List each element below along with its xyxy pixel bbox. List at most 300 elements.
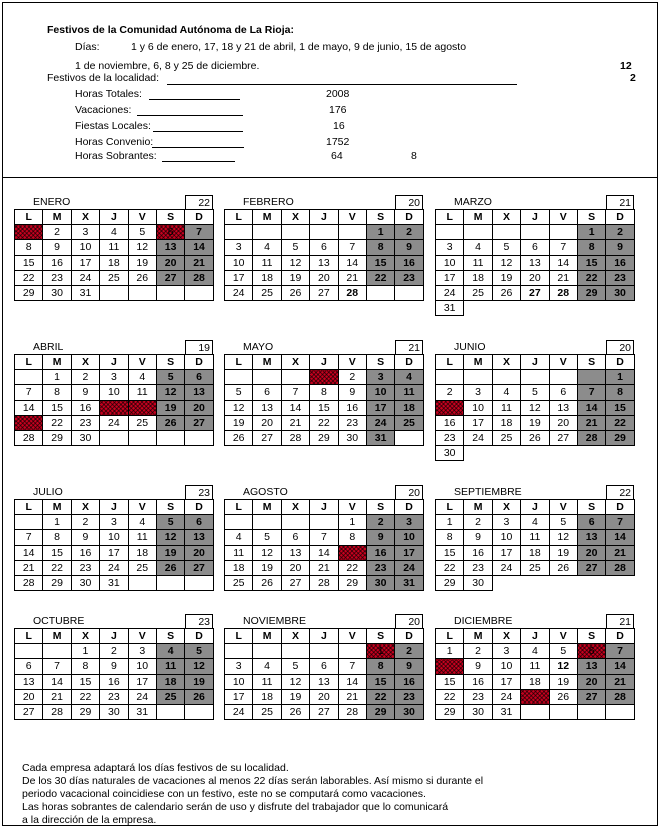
weekend-cell: 16: [395, 674, 423, 689]
day-cell: 1: [436, 644, 464, 659]
empty-cell: [436, 370, 464, 385]
weekday-header: J: [521, 629, 549, 644]
header-title: Festivos de la Comunidad Autónoma de La Rioja:: [47, 24, 294, 36]
day-cell: 29: [436, 704, 464, 719]
weekday-header: J: [521, 500, 549, 515]
day-cell: 23: [71, 560, 99, 575]
weekend-cell: 12: [185, 659, 213, 674]
weekend-cell: 14: [185, 240, 213, 255]
empty-cell: [310, 644, 338, 659]
month-junio: [435, 340, 634, 463]
day-cell: 3: [100, 370, 128, 385]
week-row: [225, 644, 424, 659]
day-cell: 9: [464, 659, 492, 674]
weekend-cell: 4: [156, 644, 184, 659]
day-cell: 22: [310, 415, 338, 430]
weekend-cell: 21: [185, 255, 213, 270]
day-cell: 28: [338, 285, 366, 300]
day-cell: 18: [225, 560, 253, 575]
day-cell: 11: [521, 530, 549, 545]
day-cell: 8: [436, 530, 464, 545]
day-cell: 26: [521, 430, 549, 445]
holiday-cell: [15, 225, 43, 240]
fiestas-locales-label: Fiestas Locales:: [75, 120, 151, 132]
weekday-header: X: [492, 355, 520, 370]
weekend-cell: 10: [366, 385, 394, 400]
week-row: [225, 575, 424, 590]
weekend-cell: 6: [577, 515, 605, 530]
day-cell: 6: [549, 385, 577, 400]
weekday-header: M: [43, 355, 71, 370]
vacaciones-underline: [137, 115, 243, 116]
day-cell: 21: [310, 560, 338, 575]
day-cell: 6: [521, 240, 549, 255]
day-cell: 3: [128, 644, 156, 659]
weekday-header: J: [310, 355, 338, 370]
weekday-header-row: [15, 500, 214, 515]
empty-cell: [15, 644, 43, 659]
day-cell: 4: [253, 240, 281, 255]
month-septiembre: [435, 485, 634, 608]
day-cell: 11: [464, 255, 492, 270]
day-cell: 21: [338, 270, 366, 285]
day-cell: 21: [549, 270, 577, 285]
month-name: NOVIEMBRE: [243, 615, 307, 627]
weekend-cell: 25: [395, 415, 423, 430]
horas-convenio-value: 1752: [326, 136, 350, 148]
weekday-header: L: [436, 629, 464, 644]
horas-convenio-label: Horas Convenio:: [75, 136, 154, 148]
month-table: [435, 499, 635, 591]
empty-cell: [253, 515, 281, 530]
weekend-cell: 15: [577, 255, 605, 270]
empty-cell: [185, 285, 213, 300]
day-cell: 8: [71, 659, 99, 674]
weekend-cell: 27: [185, 560, 213, 575]
day-cell: 19: [521, 415, 549, 430]
week-row: [225, 560, 424, 575]
weekday-header: X: [492, 210, 520, 225]
vacaciones-label: Vacaciones:: [75, 104, 132, 116]
weekend-cell: 15: [366, 674, 394, 689]
day-cell: 26: [225, 430, 253, 445]
weekday-header: M: [43, 629, 71, 644]
month-enero: [14, 195, 213, 318]
day-cell: 20: [253, 415, 281, 430]
week-row: [436, 370, 635, 385]
weekday-header: M: [464, 355, 492, 370]
day-cell: 20: [281, 560, 309, 575]
empty-cell: [521, 301, 549, 316]
day-cell: 24: [492, 560, 520, 575]
weekday-header: L: [436, 210, 464, 225]
day-cell: 13: [310, 255, 338, 270]
weekend-cell: 20: [156, 255, 184, 270]
empty-cell: [606, 301, 634, 316]
weekday-header: M: [464, 629, 492, 644]
weekday-header: X: [492, 500, 520, 515]
empty-cell: [281, 370, 309, 385]
empty-cell: [156, 285, 184, 300]
month-table: [14, 354, 214, 446]
weekday-header: J: [100, 629, 128, 644]
horas-totales-value: 2008: [326, 88, 350, 100]
note-line: Las horas sobrantes de calendario serán de uso y disfrute del trabajador que lo comunicará: [22, 801, 449, 813]
weekday-header-row: [225, 355, 424, 370]
weekday-header: D: [606, 355, 634, 370]
weekday-header: L: [225, 355, 253, 370]
day-cell: 28: [15, 575, 43, 590]
day-cell: 28: [43, 704, 71, 719]
day-cell: 5: [281, 659, 309, 674]
day-cell: 22: [71, 689, 99, 704]
week-row: [436, 560, 635, 575]
day-cell: 11: [225, 545, 253, 560]
day-cell: 22: [43, 415, 71, 430]
day-cell: 30: [71, 575, 99, 590]
week-row: [436, 415, 635, 430]
day-cell: 5: [549, 644, 577, 659]
empty-cell: [15, 515, 43, 530]
week-row: [225, 689, 424, 704]
empty-cell: [253, 644, 281, 659]
day-cell: 18: [492, 415, 520, 430]
day-cell: 7: [549, 240, 577, 255]
day-cell: 3: [100, 515, 128, 530]
day-cell: 7: [338, 240, 366, 255]
day-cell: 10: [464, 400, 492, 415]
day-cell: 11: [128, 530, 156, 545]
day-cell: 1: [338, 515, 366, 530]
day-cell: 17: [436, 270, 464, 285]
day-cell: 1: [43, 515, 71, 530]
day-cell: 26: [253, 575, 281, 590]
weekend-cell: 8: [366, 659, 394, 674]
weekend-cell: 14: [606, 659, 634, 674]
month-table: [14, 499, 214, 591]
weekend-cell: 31: [395, 575, 423, 590]
day-cell: 9: [71, 385, 99, 400]
weekend-cell: 6: [185, 370, 213, 385]
weekday-header: D: [395, 355, 423, 370]
day-cell: 25: [128, 560, 156, 575]
empty-cell: [436, 225, 464, 240]
notes: [22, 762, 483, 827]
weekday-header: L: [225, 210, 253, 225]
day-cell: 2: [71, 370, 99, 385]
weekday-header: D: [395, 210, 423, 225]
weekday-header: V: [338, 629, 366, 644]
day-cell: 24: [128, 689, 156, 704]
weekday-header: D: [185, 355, 213, 370]
note-line: De los 30 días naturales de vacaciones al menos 22 días serán laborables. Así mismo si durante el: [22, 775, 484, 787]
day-cell: 11: [128, 385, 156, 400]
month-name: OCTUBRE: [33, 615, 85, 627]
weekend-cell: 21: [606, 545, 634, 560]
empty-cell: [310, 515, 338, 530]
month-workday-count: 21: [395, 340, 423, 354]
weekday-header-row: [225, 629, 424, 644]
day-cell: 28: [281, 430, 309, 445]
day-cell: 31: [128, 704, 156, 719]
day-cell: 4: [464, 240, 492, 255]
day-cell: 12: [253, 545, 281, 560]
weekend-cell: 23: [395, 270, 423, 285]
empty-cell: [43, 644, 71, 659]
month-workday-count: 20: [395, 195, 423, 209]
day-cell: 27: [253, 430, 281, 445]
day-cell: 3: [71, 225, 99, 240]
day-cell: 4: [492, 385, 520, 400]
day-cell: 26: [281, 704, 309, 719]
weekday-header: D: [185, 210, 213, 225]
day-cell: 14: [43, 674, 71, 689]
day-cell: 10: [100, 530, 128, 545]
day-cell: 7: [281, 385, 309, 400]
empty-cell: [521, 370, 549, 385]
day-cell: 7: [15, 530, 43, 545]
weekday-header: V: [549, 355, 577, 370]
week-row: [436, 225, 635, 240]
day-cell: 20: [310, 270, 338, 285]
day-cell: 22: [436, 560, 464, 575]
horas-sobrantes-extra: 8: [411, 150, 417, 162]
day-cell: 27: [521, 285, 549, 300]
day-cell: 8: [43, 385, 71, 400]
day-cell: 30: [436, 446, 464, 461]
week-row: [225, 659, 424, 674]
day-cell: 17: [492, 674, 520, 689]
empty-cell: [225, 515, 253, 530]
holiday-cell: [521, 689, 549, 704]
day-cell: 18: [100, 255, 128, 270]
weekday-header: V: [549, 210, 577, 225]
weekday-header: S: [366, 629, 394, 644]
empty-cell: [128, 575, 156, 590]
weekday-header: V: [128, 355, 156, 370]
month-name: JUNIO: [454, 341, 486, 353]
day-cell: 2: [71, 515, 99, 530]
weekend-cell: 27: [577, 689, 605, 704]
week-row: [225, 415, 424, 430]
weekend-cell: 26: [156, 560, 184, 575]
day-cell: 14: [338, 674, 366, 689]
weekday-header: J: [100, 500, 128, 515]
day-cell: 8: [338, 530, 366, 545]
week-row: [15, 689, 214, 704]
week-row: [15, 255, 214, 270]
weekend-cell: 22: [366, 689, 394, 704]
dias-line-1: 1 y 6 de enero, 17, 18 y 21 de abril, 1 de mayo, 9 de junio, 15 de agosto: [131, 41, 467, 53]
month-diciembre: [435, 614, 634, 737]
day-cell: 3: [492, 644, 520, 659]
week-row: [436, 674, 635, 689]
day-cell: 27: [15, 704, 43, 719]
weekend-cell: 30: [366, 575, 394, 590]
day-cell: 17: [225, 689, 253, 704]
vacaciones-value: 176: [329, 104, 347, 116]
day-cell: 30: [100, 704, 128, 719]
weekend-cell: 3: [366, 370, 394, 385]
day-cell: 14: [281, 400, 309, 415]
day-cell: 28: [310, 575, 338, 590]
day-cell: 12: [521, 400, 549, 415]
day-cell: 3: [225, 659, 253, 674]
holiday-cell: [15, 415, 43, 430]
weekday-header: J: [521, 355, 549, 370]
month-name: DICIEMBRE: [454, 615, 513, 627]
day-cell: 18: [521, 674, 549, 689]
day-cell: 31: [71, 285, 99, 300]
month-name: JULIO: [33, 486, 63, 498]
day-cell: 12: [549, 530, 577, 545]
day-cell: 1: [71, 644, 99, 659]
week-row: [15, 644, 214, 659]
weekday-header: V: [549, 500, 577, 515]
week-row: [225, 545, 424, 560]
week-row: [436, 385, 635, 400]
day-cell: 26: [128, 270, 156, 285]
day-cell: 24: [436, 285, 464, 300]
day-cell: 23: [436, 430, 464, 445]
weekday-header: L: [225, 500, 253, 515]
weekend-cell: 30: [395, 704, 423, 719]
weekday-header: L: [15, 629, 43, 644]
day-cell: 31: [100, 575, 128, 590]
weekday-header-row: [15, 210, 214, 225]
weekend-cell: 29: [366, 704, 394, 719]
month-workday-count: 19: [185, 340, 213, 354]
weekend-cell: 14: [577, 400, 605, 415]
week-row: [436, 689, 635, 704]
localidad-label: Festivos de la localidad:: [47, 72, 160, 84]
day-cell: 12: [281, 255, 309, 270]
day-cell: 16: [43, 255, 71, 270]
day-cell: 15: [436, 674, 464, 689]
day-cell: 16: [464, 545, 492, 560]
day-cell: 1: [43, 370, 71, 385]
day-cell: 12: [128, 240, 156, 255]
weekend-cell: 13: [577, 530, 605, 545]
weekday-header: V: [128, 629, 156, 644]
day-cell: 17: [225, 270, 253, 285]
day-cell: 17: [128, 674, 156, 689]
holiday-cell: [100, 400, 128, 415]
month-name: SEPTIEMBRE: [454, 486, 522, 498]
week-row: [436, 704, 635, 719]
week-row: [436, 301, 635, 316]
month-noviembre: [224, 614, 423, 737]
day-cell: 14: [549, 255, 577, 270]
weekend-cell: 5: [185, 644, 213, 659]
weekday-header: X: [281, 629, 309, 644]
empty-cell: [185, 430, 213, 445]
day-cell: 22: [436, 689, 464, 704]
day-cell: 18: [253, 689, 281, 704]
weekend-cell: 11: [395, 385, 423, 400]
weekday-header: X: [71, 355, 99, 370]
week-row: [15, 370, 214, 385]
empty-cell: [549, 446, 577, 461]
day-cell: 13: [15, 674, 43, 689]
day-cell: 6: [310, 240, 338, 255]
weekend-cell: 16: [366, 545, 394, 560]
weekend-cell: 2: [366, 515, 394, 530]
weekend-cell: 19: [185, 674, 213, 689]
week-row: [225, 430, 424, 445]
weekend-cell: 21: [577, 415, 605, 430]
day-cell: 4: [253, 659, 281, 674]
day-cell: 21: [15, 560, 43, 575]
empty-cell: [281, 644, 309, 659]
month-table: [224, 354, 424, 446]
weekend-cell: 29: [606, 430, 634, 445]
empty-cell: [521, 704, 549, 719]
weekend-cell: 3: [395, 515, 423, 530]
day-cell: 14: [15, 400, 43, 415]
day-cell: 4: [128, 370, 156, 385]
day-cell: 15: [436, 545, 464, 560]
weekend-cell: 17: [395, 545, 423, 560]
day-cell: 11: [492, 400, 520, 415]
weekday-header: X: [281, 500, 309, 515]
day-cell: 25: [253, 285, 281, 300]
weekday-header: D: [185, 500, 213, 515]
weekday-header: S: [156, 355, 184, 370]
day-cell: 6: [15, 659, 43, 674]
weekend-cell: 9: [395, 659, 423, 674]
day-cell: 26: [549, 560, 577, 575]
weekday-header: L: [436, 500, 464, 515]
week-row: [15, 430, 214, 445]
week-row: [436, 515, 635, 530]
empty-cell: [395, 430, 423, 445]
day-cell: 29: [436, 575, 464, 590]
day-cell: 5: [281, 240, 309, 255]
day-cell: 25: [464, 285, 492, 300]
weekend-cell: 22: [606, 415, 634, 430]
empty-cell: [253, 225, 281, 240]
empty-cell: [606, 446, 634, 461]
empty-cell: [492, 575, 520, 590]
empty-cell: [395, 285, 423, 300]
day-cell: 15: [71, 674, 99, 689]
day-cell: 2: [43, 225, 71, 240]
weekend-cell: 15: [606, 400, 634, 415]
month-table: [14, 628, 214, 720]
day-cell: 21: [281, 415, 309, 430]
weekday-header-row: [436, 629, 635, 644]
empty-cell: [310, 225, 338, 240]
weekend-cell: 8: [606, 385, 634, 400]
fiestas-locales-underline: [153, 131, 243, 132]
weekend-cell: 11: [156, 659, 184, 674]
week-row: [436, 400, 635, 415]
weekend-cell: 28: [185, 270, 213, 285]
day-cell: 27: [310, 704, 338, 719]
weekend-cell: 5: [156, 515, 184, 530]
empty-cell: [606, 575, 634, 590]
weekday-header: V: [338, 355, 366, 370]
day-cell: 27: [310, 285, 338, 300]
month-table: [14, 209, 214, 301]
day-cell: 12: [281, 674, 309, 689]
weekend-cell: 13: [577, 659, 605, 674]
day-cell: 16: [464, 674, 492, 689]
count-comunidad: 12: [620, 60, 632, 72]
horas-sobrantes-label: Horas Sobrantes:: [75, 150, 157, 162]
weekend-cell: 20: [185, 400, 213, 415]
